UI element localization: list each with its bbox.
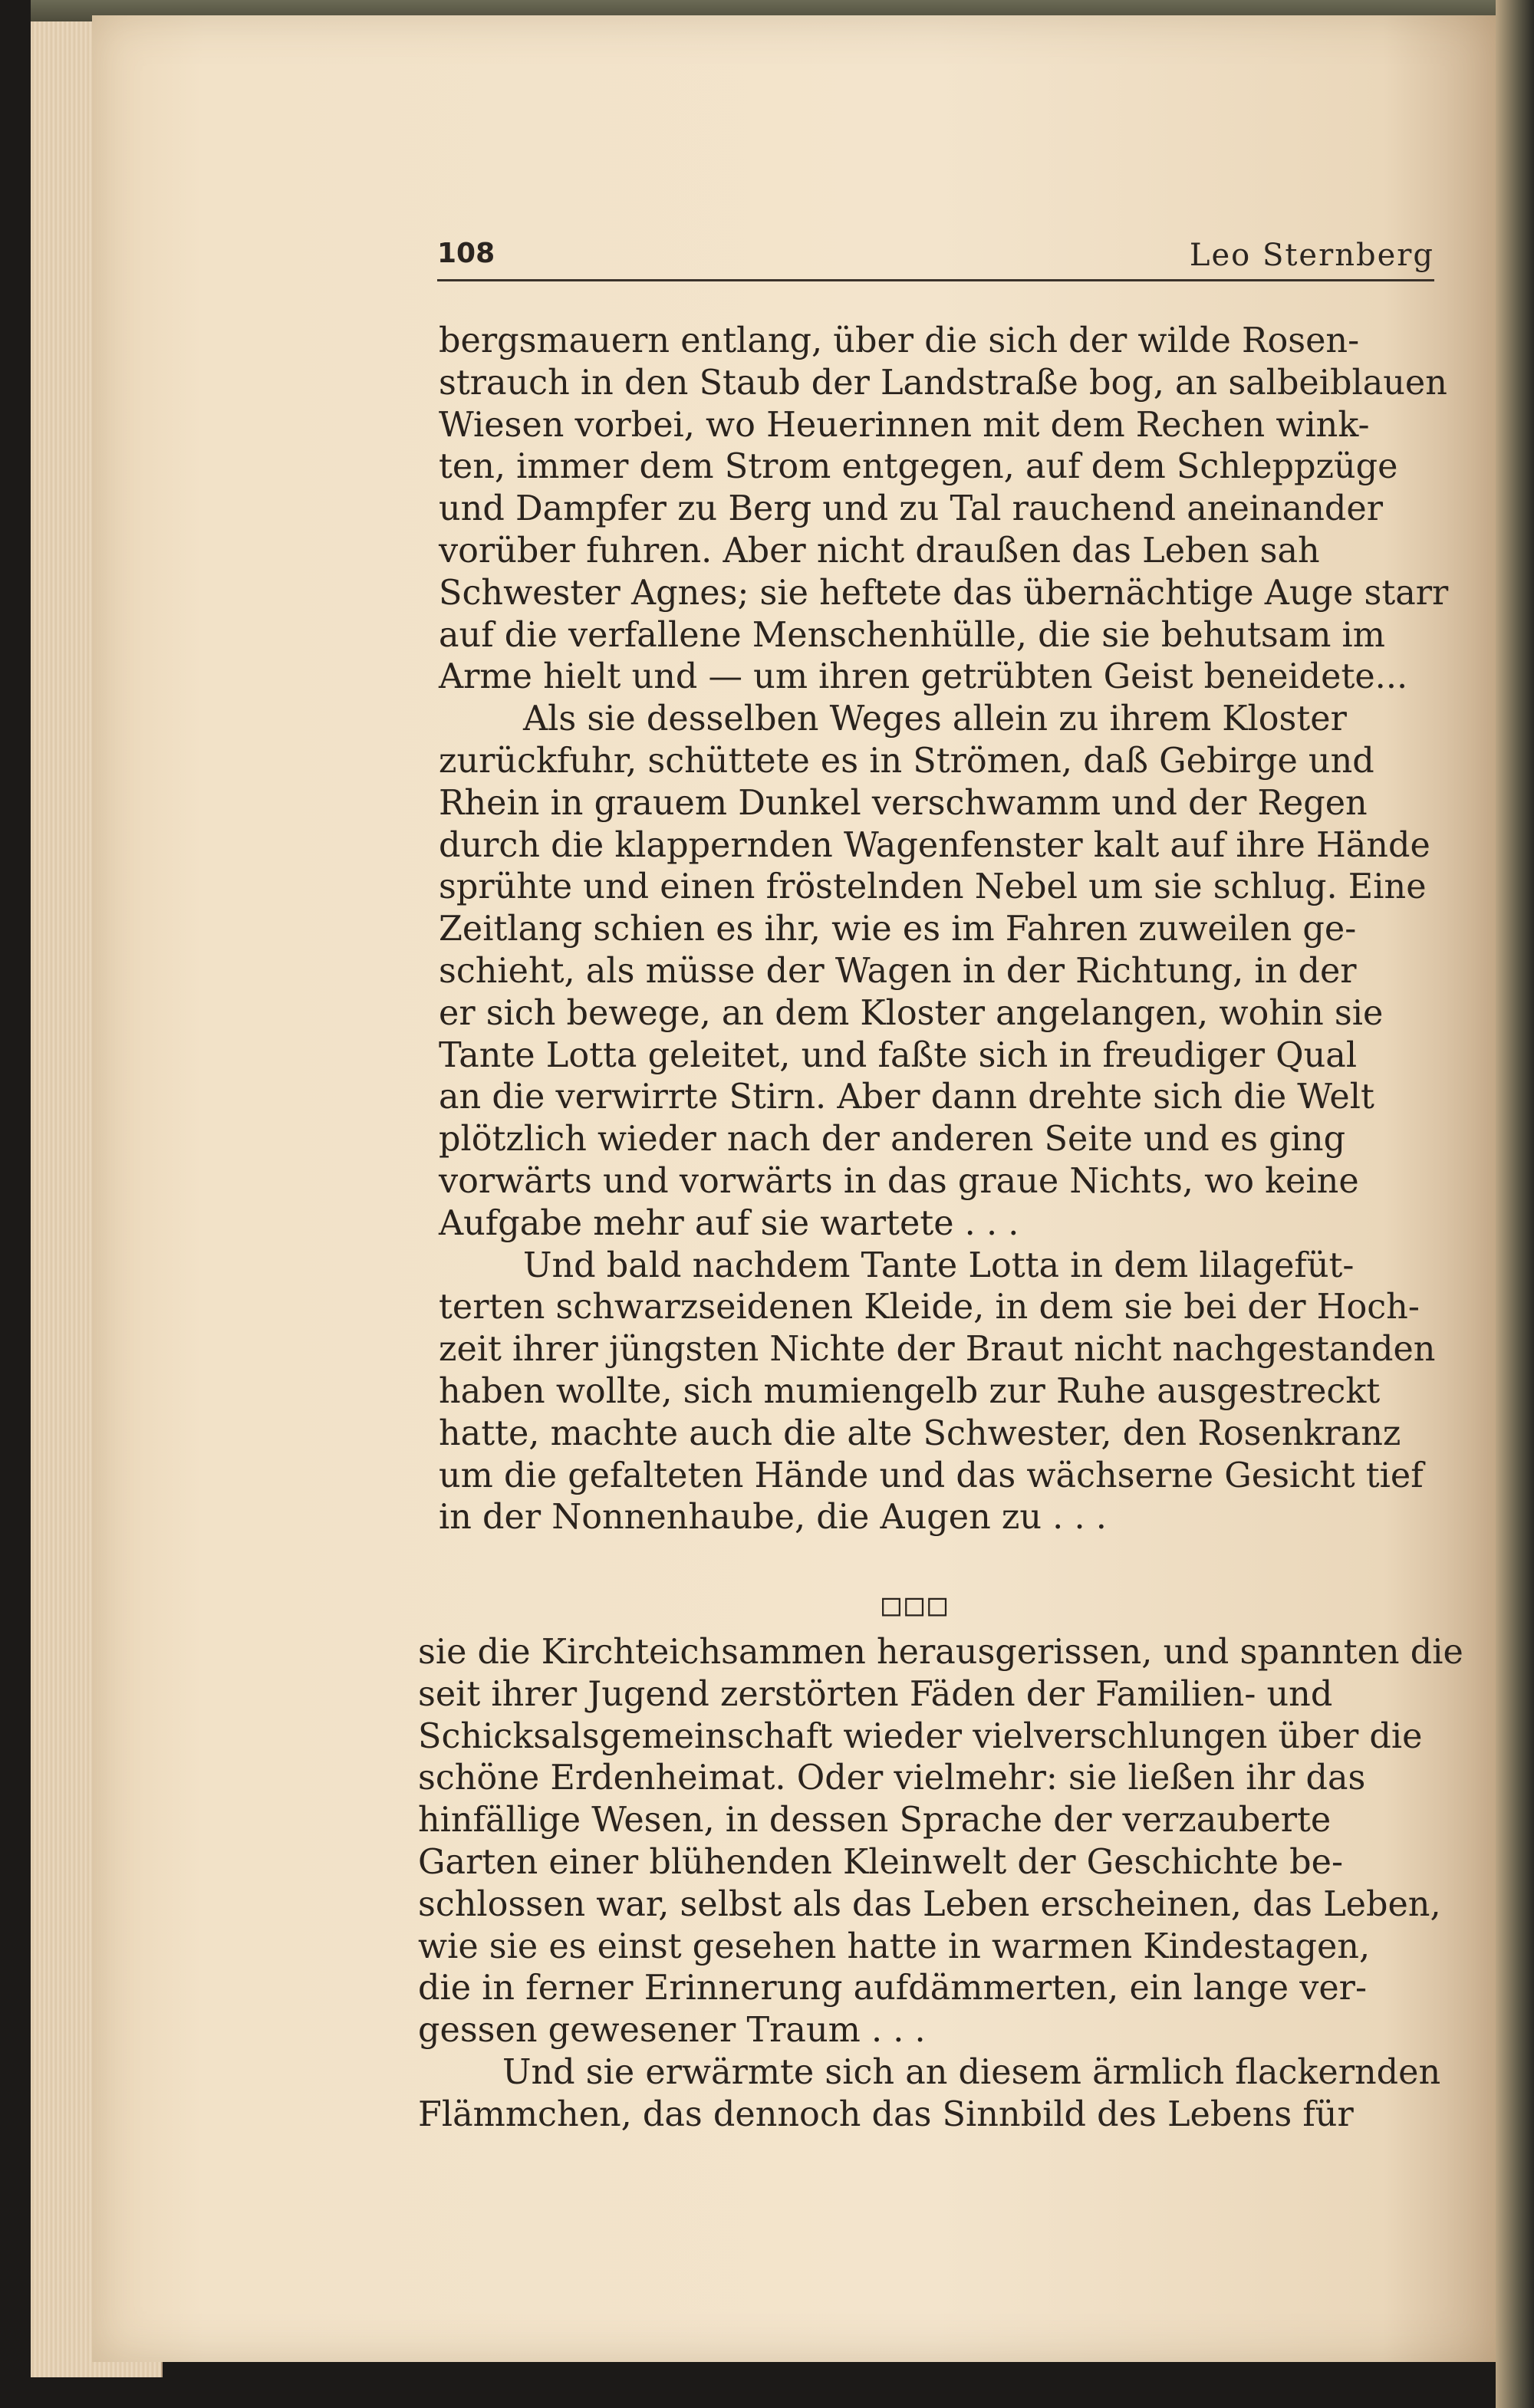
text-line: seit ihrer Jugend zerstörten Fäden der Familien- und — [418, 1674, 1333, 1714]
text-line: Schicksalsgemeinschaft wieder vielverschlungen über die — [418, 1716, 1423, 1756]
text-line: schieht, als müsse der Wagen in der Richtung, in der — [439, 951, 1357, 991]
text-block-top — [439, 321, 1449, 1539]
text-line: vorüber fuhren. Aber nicht draußen das Leben sah — [439, 531, 1320, 571]
text-line: wie sie es einst gesehen hatte in warmen Kindestagen, — [418, 1926, 1371, 1966]
text-line: strauch in den Staub der Landstraße bog, an salbeiblauen — [439, 363, 1447, 403]
running-head-author: Leo Sternberg — [1189, 238, 1434, 273]
text-line: durch die klappernden Wagenfenster kalt auf ihre Hände — [439, 825, 1430, 865]
text-line: zeit ihrer jüngsten Nichte der Braut nicht nachgestanden — [439, 1330, 1436, 1370]
text-line: terten schwarzseidenen Kleide, in dem sie bei der Hoch- — [439, 1288, 1420, 1327]
text-line: ten, immer dem Strom entgegen, auf dem Schleppzüge — [439, 447, 1398, 487]
text-line: und Dampfer zu Berg und zu Tal rauchend aneinander — [439, 489, 1383, 529]
text-line: plötzlich wieder nach der anderen Seite und es ging — [439, 1120, 1346, 1160]
text-line: die in ferner Erinnerung aufdämmerten, ein lange ver- — [418, 1969, 1367, 2008]
text-line: auf die verfallene Menschenhülle, die sie behutsam im — [439, 615, 1385, 655]
text-line: Flämmchen, das dennoch das Sinnbild des Lebens für — [418, 2094, 1354, 2134]
text-line: bergsmauern entlang, über die sich der wilde Rosen- — [439, 321, 1360, 360]
text-line: Garten einer blühenden Kleinwelt der Geschichte be- — [418, 1842, 1343, 1882]
text-line: Zeitlang schien es ihr, wie es im Fahren zuweilen ge- — [439, 910, 1357, 949]
text-line: Rhein in grauem Dunkel verschwamm und der Regen — [439, 783, 1368, 823]
book-spine-edge — [1496, 0, 1534, 2408]
text-line: haben wollte, sich mumiengelb zur Ruhe ausgestreckt — [439, 1371, 1381, 1411]
text-line: vorwärts und vorwärts in das graue Nichts, wo keine — [439, 1161, 1359, 1201]
text-line: Arme hielt und — um ihren getrübten Geist beneidete... — [439, 657, 1408, 697]
text-line: gessen gewesener Traum . . . — [418, 2011, 926, 2051]
text-line: Als sie desselben Weges allein zu ihrem Kloster — [523, 699, 1347, 739]
page-header — [437, 238, 1434, 284]
text-block-bottom — [418, 1632, 1463, 2137]
header-rule — [437, 279, 1434, 281]
text-line: hatte, machte auch die alte Schwester, den Rosenkranz — [439, 1413, 1401, 1453]
text-line: Wiesen vorbei, wo Heuerinnen mit dem Rechen wink- — [439, 405, 1370, 445]
text-line: Schwester Agnes; sie heftete das übernächtige Auge starr — [439, 573, 1449, 613]
text-line: Aufgabe mehr auf sie wartete . . . — [439, 1203, 1019, 1243]
page-number: 108 — [437, 238, 495, 269]
text-line: an die verwirrte Stirn. Aber dann drehte sich die Welt — [439, 1077, 1374, 1117]
text-line: schöne Erdenheimat. Oder vielmehr: sie ließen ihr das — [418, 1758, 1366, 1798]
text-line: schlossen war, selbst als das Leben erscheinen, das Leben, — [418, 1884, 1441, 1924]
text-line: zurückfuhr, schüttete es in Strömen, daß Gebirge und — [439, 741, 1374, 781]
text-line: er sich bewege, an dem Kloster angelangen, wohin sie — [439, 993, 1384, 1033]
text-line: hinfällige Wesen, in dessen Sprache der verzauberte — [418, 1801, 1332, 1841]
section-divider: □□□ — [882, 1587, 952, 1623]
text-line: um die gefalteten Hände und das wächserne Gesicht tief — [439, 1456, 1424, 1495]
text-line: Tante Lotta geleitet, und faßte sich in freudiger Qual — [439, 1035, 1358, 1075]
text-line: in der Nonnenhaube, die Augen zu . . . — [439, 1498, 1107, 1538]
text-line: Und sie erwärmte sich an diesem ärmlich flackernden — [502, 2052, 1441, 2092]
text-line: sprühte und einen fröstelnden Nebel um sie schlug. Eine — [439, 867, 1427, 907]
text-line: Und bald nachdem Tante Lotta in dem lilagefüt- — [523, 1245, 1355, 1285]
text-line: sie die Kirchteichsammen herausgerissen, und spannten die — [418, 1633, 1463, 1672]
